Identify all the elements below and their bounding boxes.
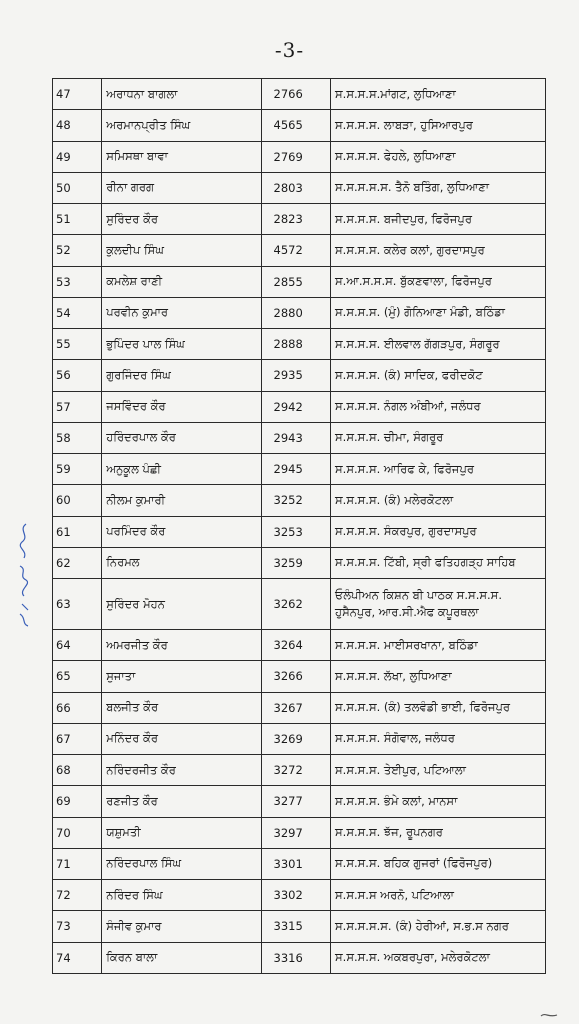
code-cell: 3316 — [261, 942, 331, 973]
serial-number-cell: 55 — [53, 329, 102, 360]
serial-number-cell: 60 — [53, 485, 102, 516]
table-row — [53, 172, 546, 203]
code-cell: 2888 — [261, 329, 331, 360]
serial-number-cell: 58 — [53, 422, 102, 453]
table-row — [53, 817, 546, 848]
school-cell: ਸ.ਸ.ਸ.ਸ. ਅਕਬਰਪੁਰਾ, ਮਲੇਰਕੋਟਲਾ — [331, 942, 546, 973]
table-row — [53, 266, 546, 297]
code-cell: 2769 — [261, 141, 331, 172]
school-cell: ਸ.ਸ.ਸ.ਸ. (ਕੰ) ਤਲਵੰਡੀ ਭਾਈ, ਫਿਰੋਜਪੁਰ — [331, 692, 546, 723]
name-cell: ਰੀਨਾ ਗਰਗ — [102, 172, 261, 203]
serial-number-cell: 47 — [53, 79, 102, 110]
school-cell: ਸ.ਸ.ਸ.ਸ. ਸੰਕਰਪੁਰ, ਗੁਰਦਾਸਪੁਰ — [331, 516, 546, 547]
name-cell: ਅਰਾਧਨਾ ਬਾਗਲਾ — [102, 79, 261, 110]
code-cell: 3253 — [261, 516, 331, 547]
serial-number-cell: 64 — [53, 630, 102, 661]
school-cell: ਸ.ਸ.ਸ.ਸ. ਭੰਮੇ ਕਲਾਂ, ਮਾਨਸਾ — [331, 786, 546, 817]
serial-number-cell: 57 — [53, 391, 102, 422]
school-cell: ਸ.ਸ.ਸ.ਸ. ਬਹਿਕ ਗੁਜਰਾਂ (ਫਿਰੋਜਪੁਰ) — [331, 848, 546, 879]
name-cell: ਨਰਿੰਦਰਜੀਤ ਕੌਰ — [102, 755, 261, 786]
code-cell: 3252 — [261, 485, 331, 516]
name-cell: ਸੁਰਿੰਦਰ ਕੌਰ — [102, 204, 261, 235]
serial-number-cell: 68 — [53, 755, 102, 786]
serial-number-cell: 61 — [53, 516, 102, 547]
name-cell: ਜਸਵਿੰਦਰ ਕੌਰ — [102, 391, 261, 422]
name-cell: ਅਰਮਾਨਪ੍ਰੀਤ ਸਿੰਘ — [102, 110, 261, 141]
school-cell: ਸ.ਸ.ਸ.ਸ. ਈਲਵਾਲ ਗੱਗੜਪੁਰ, ਸੰਗਰੂਰ — [331, 329, 546, 360]
school-cell: ਸ.ਸ.ਸ.ਸ. ਆਰਿਫ ਕੇ, ਫਿਰੋਜਪੁਰ — [331, 454, 546, 485]
serial-number-cell: 67 — [53, 723, 102, 754]
serial-number-cell: 71 — [53, 848, 102, 879]
code-cell: 2823 — [261, 204, 331, 235]
serial-number-cell: 62 — [53, 547, 102, 578]
teacher-list-table — [52, 78, 546, 974]
handwritten-signature-icon — [12, 520, 36, 630]
data-table — [52, 78, 546, 974]
code-cell: 3264 — [261, 630, 331, 661]
name-cell: ਪਰਵੀਨ ਕੁਮਾਰ — [102, 297, 261, 328]
name-cell: ਸੰਜੀਵ ਕੁਮਾਰ — [102, 911, 261, 942]
school-cell: ਸ.ਸ.ਸ.ਸ. ਫੇਹਲੇ, ਲੁਧਿਆਣਾ — [331, 141, 546, 172]
code-cell: 3302 — [261, 880, 331, 911]
name-cell: ਸਮਿਸਥਾ ਬਾਵਾ — [102, 141, 261, 172]
page-number: -3- — [274, 38, 305, 62]
table-row — [53, 547, 546, 578]
name-cell: ਅਨੁਕੂਲ ਪੰਛੀ — [102, 454, 261, 485]
serial-number-cell: 70 — [53, 817, 102, 848]
table-row — [53, 422, 546, 453]
school-cell: ਸ.ਸ.ਸ.ਸ. (ਮੁੰ) ਗੋਨਿਆਣਾ ਮੰਡੀ, ਬਠਿੰਡਾ — [331, 297, 546, 328]
school-cell: ਸ.ਸ.ਸ.ਸ. ਤੇਈਪੁਰ, ਪਟਿਆਲਾ — [331, 755, 546, 786]
name-cell: ਭੁਪਿੰਦਰ ਪਾਲ ਸਿੰਘ — [102, 329, 261, 360]
serial-number-cell: 63 — [53, 579, 102, 630]
school-cell: ਸ.ਸ.ਸ.ਸ. (ਕੰ) ਮਲੇਰਕੋਟਲਾ — [331, 485, 546, 516]
serial-number-cell: 51 — [53, 204, 102, 235]
table-body — [53, 79, 546, 974]
table-row — [53, 235, 546, 266]
table-row — [53, 329, 546, 360]
table-row — [53, 692, 546, 723]
serial-number-cell: 53 — [53, 266, 102, 297]
code-cell: 3315 — [261, 911, 331, 942]
table-row — [53, 454, 546, 485]
code-cell: 3262 — [261, 579, 331, 630]
table-row — [53, 755, 546, 786]
name-cell: ਰਣਜੀਤ ਕੌਰ — [102, 786, 261, 817]
code-cell: 3259 — [261, 547, 331, 578]
serial-number-cell: 48 — [53, 110, 102, 141]
school-cell: ਸ.ਸ.ਸ.ਸ.ਸ. ਤੈਨੋ ਬਤਿੰਗ, ਲੁਧਿਆਣਾ — [331, 172, 546, 203]
school-cell: ਸ.ਸ.ਸ.ਸ. ਕਲੇਰ ਕਲਾਂ, ਗੁਰਦਾਸਪੁਰ — [331, 235, 546, 266]
name-cell: ਹਰਿੰਦਰਪਾਲ ਕੌਰ — [102, 422, 261, 453]
table-row — [53, 630, 546, 661]
serial-number-cell: 65 — [53, 661, 102, 692]
code-cell: 2942 — [261, 391, 331, 422]
name-cell: ਸੁਰਿੰਦਰ ਮੋਹਨ — [102, 579, 261, 630]
name-cell: ਕੁਲਦੀਪ ਸਿੰਘ — [102, 235, 261, 266]
serial-number-cell: 54 — [53, 297, 102, 328]
serial-number-cell: 73 — [53, 911, 102, 942]
table-row — [53, 786, 546, 817]
name-cell: ਨੀਲਮ ਕੁਮਾਰੀ — [102, 485, 261, 516]
name-cell: ਯਸ਼ੁਮਤੀ — [102, 817, 261, 848]
school-cell: ਸ.ਸ.ਸ.ਸ. ਬਜੀਦਪੁਰ, ਫਿਰੋਜਪੁਰ — [331, 204, 546, 235]
table-row — [53, 360, 546, 391]
code-cell: 4565 — [261, 110, 331, 141]
code-cell: 4572 — [261, 235, 331, 266]
table-row — [53, 579, 546, 630]
school-cell: ਸ.ਆ.ਸ.ਸ.ਸ. ਬੁੱਕਣਵਾਲਾ, ਫਿਰੋਜਪੁਰ — [331, 266, 546, 297]
name-cell: ਨਿਰਮਲ — [102, 547, 261, 578]
table-row — [53, 516, 546, 547]
code-cell: 3301 — [261, 848, 331, 879]
school-cell: ਸ.ਸ.ਸ.ਸ. ਮਾਈਸਰਖਾਨਾ, ਬਠਿੰਡਾ — [331, 630, 546, 661]
serial-number-cell: 69 — [53, 786, 102, 817]
serial-number-cell: 59 — [53, 454, 102, 485]
name-cell: ਕਮਲੇਸ਼ ਰਾਣੀ — [102, 266, 261, 297]
table-row — [53, 661, 546, 692]
table-row — [53, 141, 546, 172]
school-cell: ਸ.ਸ.ਸ.ਸ ਅਰਨੋ, ਪਟਿਆਲਾ — [331, 880, 546, 911]
serial-number-cell: 52 — [53, 235, 102, 266]
code-cell: 3267 — [261, 692, 331, 723]
school-cell: ਓਲੰਪੀਅਨ ਕਿਸ਼ਨ ਬੀ ਪਾਠਕ ਸ.ਸ.ਸ.ਸ. ਹੁਸੈਨਪੁਰ, ਆਰ.ਸੀ.ਐਫ ਕਪੂਰਥਲਾ — [331, 579, 546, 630]
school-cell: ਸ.ਸ.ਸ.ਸ. ਸੰਗੋਵਾਲ, ਜਲੰਧਰ — [331, 723, 546, 754]
table-row — [53, 391, 546, 422]
table-row — [53, 942, 546, 973]
code-cell: 2880 — [261, 297, 331, 328]
serial-number-cell: 66 — [53, 692, 102, 723]
code-cell: 3272 — [261, 755, 331, 786]
code-cell: 3277 — [261, 786, 331, 817]
serial-number-cell: 50 — [53, 172, 102, 203]
corner-scribble-icon — [539, 1010, 559, 1020]
name-cell: ਮਨਿੰਦਰ ਕੌਰ — [102, 723, 261, 754]
code-cell: 3297 — [261, 817, 331, 848]
school-cell: ਸ.ਸ.ਸ.ਸ. ਲੱਖਾ, ਲੁਧਿਆਣਾ — [331, 661, 546, 692]
name-cell: ਗੁਰਜਿੰਦਰ ਸਿੰਘ — [102, 360, 261, 391]
table-row — [53, 485, 546, 516]
serial-number-cell: 74 — [53, 942, 102, 973]
school-cell: ਸ.ਸ.ਸ.ਸ. (ਕੰ) ਸਾਦਿਕ, ਫਰੀਦਕੋਟ — [331, 360, 546, 391]
serial-number-cell: 49 — [53, 141, 102, 172]
name-cell: ਨਰਿੰਦਰਪਾਲ ਸਿੰਘ — [102, 848, 261, 879]
name-cell: ਪਰਮਿੰਦਰ ਕੌਰ — [102, 516, 261, 547]
code-cell: 2945 — [261, 454, 331, 485]
school-cell: ਸ.ਸ.ਸ.ਸ.ਮਾਂਗਟ, ਲੁਧਿਆਣਾ — [331, 79, 546, 110]
table-row — [53, 848, 546, 879]
code-cell: 2766 — [261, 79, 331, 110]
table-row — [53, 723, 546, 754]
code-cell: 2935 — [261, 360, 331, 391]
table-row — [53, 297, 546, 328]
name-cell: ਸੁਜਾਤਾ — [102, 661, 261, 692]
code-cell: 2943 — [261, 422, 331, 453]
school-cell: ਸ.ਸ.ਸ.ਸ. ਝੱਜ, ਰੂਪਨਗਰ — [331, 817, 546, 848]
name-cell: ਨਰਿੰਦਰ ਸਿੰਘ — [102, 880, 261, 911]
name-cell: ਅਮਰਜੀਤ ਕੌਰ — [102, 630, 261, 661]
table-row — [53, 911, 546, 942]
school-cell: ਸ.ਸ.ਸ.ਸ. ਲਾਬੜਾ, ਹੁਸਿਆਰਪੁਰ — [331, 110, 546, 141]
code-cell: 3269 — [261, 723, 331, 754]
school-cell: ਸ.ਸ.ਸ.ਸ. ਟਿੱਬੀ, ਸ੍ਰੀ ਫਤਿਹਗੜ੍ਹ ਸਾਹਿਬ — [331, 547, 546, 578]
school-cell: ਸ.ਸ.ਸ.ਸ. ਨੰਗਲ ਅੰਬੀਆਂ, ਜਲੰਧਰ — [331, 391, 546, 422]
name-cell: ਬਲਜੀਤ ਕੌਰ — [102, 692, 261, 723]
serial-number-cell: 56 — [53, 360, 102, 391]
school-cell: ਸ.ਸ.ਸ.ਸ. ਚੀਮਾ, ਸੰਗਰੂਰ — [331, 422, 546, 453]
code-cell: 2855 — [261, 266, 331, 297]
table-row — [53, 204, 546, 235]
table-row — [53, 880, 546, 911]
serial-number-cell: 72 — [53, 880, 102, 911]
code-cell: 3266 — [261, 661, 331, 692]
table-row — [53, 79, 546, 110]
school-cell: ਸ.ਸ.ਸ.ਸ.ਸ. (ਕੰ) ਹੇਰੀਆਂ, ਸ.ਭ.ਸ ਨਗਰ — [331, 911, 546, 942]
code-cell: 2803 — [261, 172, 331, 203]
table-row — [53, 110, 546, 141]
name-cell: ਕਿਰਨ ਬਾਲਾ — [102, 942, 261, 973]
